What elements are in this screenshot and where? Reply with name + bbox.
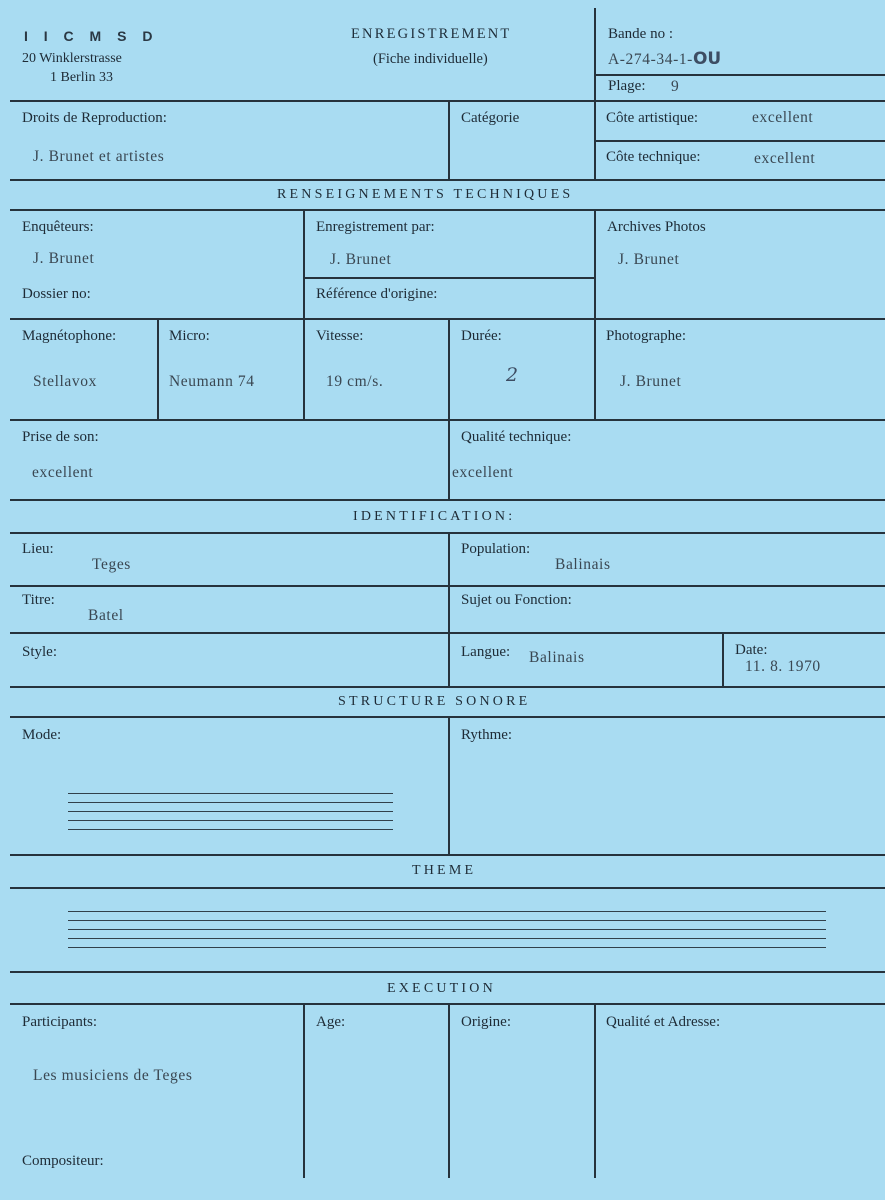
divider xyxy=(448,716,450,854)
enregistrement-par-label: Enregistrement par: xyxy=(316,219,435,235)
micro-value: Neumann 74 xyxy=(169,373,255,390)
bande-value xyxy=(608,49,721,69)
participants-value: Les musiciens de Teges xyxy=(33,1067,193,1084)
divider xyxy=(594,209,596,419)
lieu-value: Teges xyxy=(92,556,131,573)
rule xyxy=(595,74,885,76)
rythme-label: Rythme: xyxy=(461,727,513,743)
droits-label: Droits de Reproduction: xyxy=(22,110,167,126)
plage-label: Plage: xyxy=(608,78,646,94)
divider xyxy=(722,632,724,686)
divider xyxy=(448,532,450,686)
staff-line xyxy=(68,920,826,921)
titre-label: Titre: xyxy=(22,592,55,608)
langue-value: Balinais xyxy=(529,649,585,666)
rule xyxy=(10,179,885,181)
section-title-execution: EXECUTION xyxy=(387,981,496,996)
origine-label: Origine: xyxy=(461,1014,511,1030)
qualite-technique-value: excellent xyxy=(452,464,514,481)
divider xyxy=(303,209,305,419)
rule xyxy=(595,140,885,142)
section-title-theme: THEME xyxy=(412,863,477,878)
categorie-label: Catégorie xyxy=(461,110,520,126)
staff-line xyxy=(68,793,393,794)
rule xyxy=(10,887,885,889)
population-label: Population: xyxy=(461,541,531,557)
photographe-value: J. Brunet xyxy=(620,373,682,390)
rule xyxy=(10,209,885,211)
staff-line xyxy=(68,811,393,812)
enqueteurs-label: Enquêteurs: xyxy=(22,219,94,235)
staff-line xyxy=(68,829,393,830)
staff-line xyxy=(68,802,393,803)
cote-artistique-label: Côte artistique: xyxy=(606,110,699,126)
bande-number: A-274-34-1- xyxy=(608,51,693,68)
section-title-identification: IDENTIFICATION: xyxy=(353,509,516,524)
divider xyxy=(157,318,159,419)
org-city: 1 Berlin 33 xyxy=(50,70,113,85)
vitesse-label: Vitesse: xyxy=(316,328,364,344)
divider xyxy=(594,1003,596,1178)
form-subtitle: (Fiche individuelle) xyxy=(373,51,488,67)
rule xyxy=(10,854,885,856)
divider xyxy=(448,100,450,179)
divider xyxy=(448,318,450,499)
divider xyxy=(448,1003,450,1178)
duree-label: Durée: xyxy=(461,328,502,344)
cote-technique-value: excellent xyxy=(754,150,816,167)
rule xyxy=(303,277,595,279)
staff-line xyxy=(68,947,826,948)
staff-line xyxy=(68,911,826,912)
style-label: Style: xyxy=(22,644,58,660)
prise-de-son-value: excellent xyxy=(32,464,94,481)
micro-label: Micro: xyxy=(169,328,210,344)
org-name: I I C M S D xyxy=(24,28,159,44)
magnetophone-value: Stellavox xyxy=(33,373,97,390)
age-label: Age: xyxy=(316,1014,346,1030)
staff-line xyxy=(68,929,826,930)
date-value: 11. 8. 1970 xyxy=(745,658,821,675)
archives-photos-label: Archives Photos xyxy=(607,219,706,235)
lieu-label: Lieu: xyxy=(22,541,54,557)
duree-handwritten: 2 xyxy=(506,364,519,386)
sujet-label: Sujet ou Fonction: xyxy=(461,592,572,608)
staff-line xyxy=(68,820,393,821)
dossier-label: Dossier no: xyxy=(22,286,91,302)
staff-line xyxy=(68,938,826,939)
qualite-adresse-label: Qualité et Adresse: xyxy=(606,1014,721,1030)
vitesse-value: 19 cm/s. xyxy=(326,373,384,390)
cote-technique-label: Côte technique: xyxy=(606,149,701,165)
prise-de-son-label: Prise de son: xyxy=(22,429,99,445)
bande-label: Bande no : xyxy=(608,26,673,42)
form-title: ENREGISTREMENT xyxy=(351,26,512,42)
langue-label: Langue: xyxy=(461,644,511,660)
photographe-label: Photographe: xyxy=(606,328,686,344)
compositeur-label: Compositeur: xyxy=(22,1153,104,1169)
section-title-technique: RENSEIGNEMENTS TECHNIQUES xyxy=(277,187,574,202)
cote-artistique-value: excellent xyxy=(752,109,814,126)
magnetophone-label: Magnétophone: xyxy=(22,328,117,344)
rule xyxy=(10,499,885,501)
divider xyxy=(303,1003,305,1178)
section-title-structure: STRUCTURE SONORE xyxy=(338,694,531,709)
population-value: Balinais xyxy=(555,556,611,573)
archives-photos-value: J. Brunet xyxy=(618,251,680,268)
enqueteurs-value: J. Brunet xyxy=(33,250,95,267)
bande-handwritten: OU xyxy=(692,49,722,69)
mode-label: Mode: xyxy=(22,727,62,743)
reference-label: Référence d'origine: xyxy=(316,286,438,302)
droits-value: J. Brunet et artistes xyxy=(33,148,165,165)
divider xyxy=(594,8,596,179)
plage-value: 9 xyxy=(671,78,680,95)
participants-label: Participants: xyxy=(22,1014,97,1030)
rule xyxy=(10,971,885,973)
rule xyxy=(10,686,885,688)
enregistrement-par-value: J. Brunet xyxy=(330,251,392,268)
date-label: Date: xyxy=(735,642,768,658)
qualite-technique-label: Qualité technique: xyxy=(461,429,572,445)
org-street: 20 Winklerstrasse xyxy=(22,51,122,66)
titre-value: Batel xyxy=(88,607,124,624)
